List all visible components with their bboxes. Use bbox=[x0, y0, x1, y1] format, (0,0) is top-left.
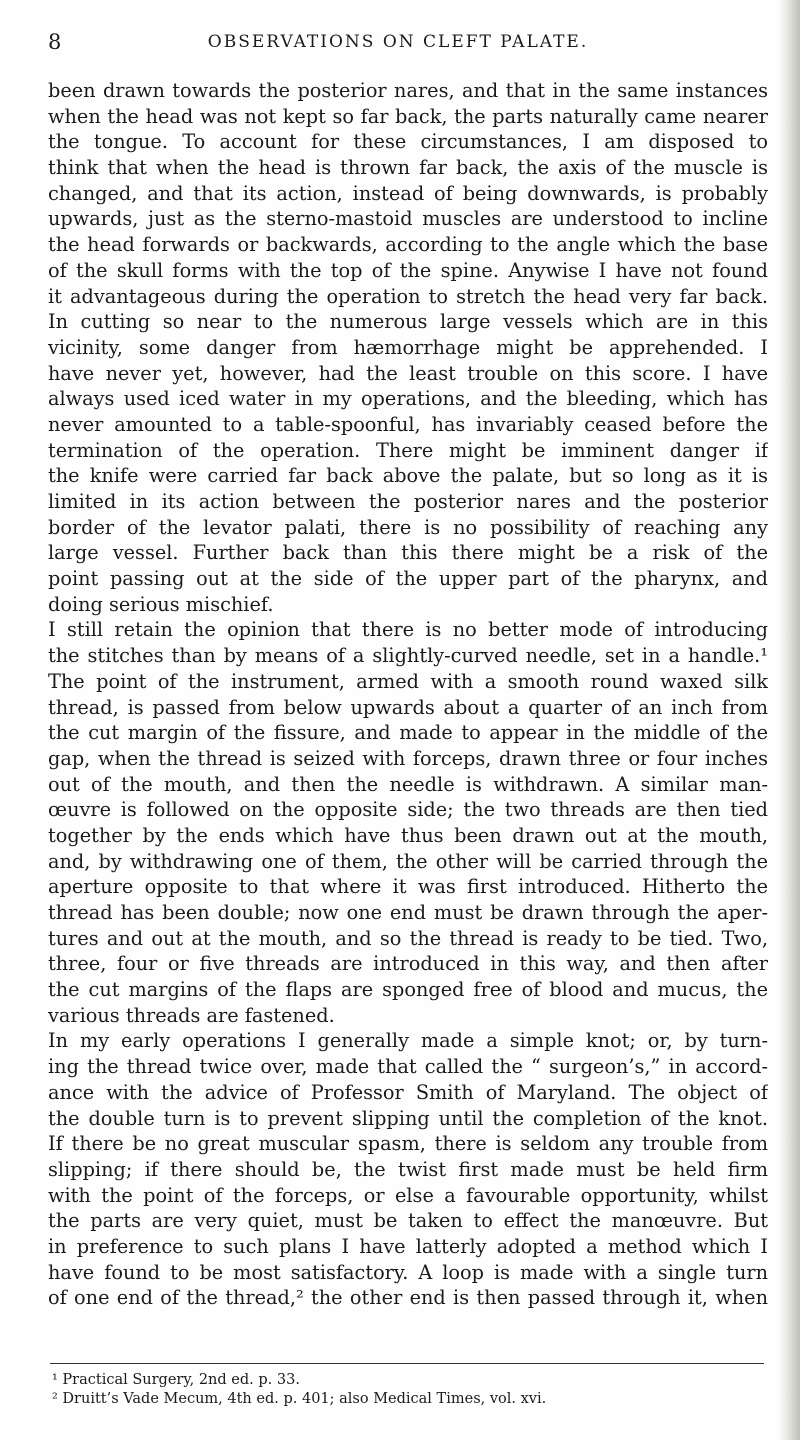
text-line: the stitches than by means of a slightly-curved needle, set in a handle.¹ bbox=[48, 644, 768, 668]
text-line: out of the mouth, and then the needle is withdrawn. A similar man- bbox=[48, 772, 768, 796]
text-line: and, by withdrawing one of them, the other will be carried through the bbox=[48, 849, 768, 873]
text-line: the tongue. To account for these circumstances, I am disposed to bbox=[48, 130, 768, 154]
text-line: The point of the instrument, armed with a smooth round waxed silk bbox=[48, 669, 768, 693]
text-line: tures and out at the mouth, and so the thread is ready to be tied. Two, bbox=[48, 926, 768, 950]
text-line: together by the ends which have thus been drawn out at the mouth, bbox=[48, 823, 768, 847]
page-binding-shadow bbox=[778, 0, 800, 1440]
text-line: ance with the advice of Professor Smith of Maryland. The object of bbox=[48, 1080, 768, 1104]
text-line: the double turn is to prevent slipping until the completion of the knot. bbox=[48, 1106, 768, 1130]
text-line: have found to be most satisfactory. A loop is made with a single turn bbox=[48, 1260, 768, 1284]
text-line: always used iced water in my operations, and the bleeding, which has bbox=[48, 387, 768, 411]
text-line: three, four or five threads are introduced in this way, and then after bbox=[48, 952, 768, 976]
text-line: the cut margin of the fissure, and made to appear in the middle of the bbox=[48, 721, 768, 745]
running-head: OBSERVATIONS ON CLEFT PALATE. bbox=[207, 32, 589, 52]
text-line: changed, and that its action, instead of being downwards, is probably bbox=[48, 181, 768, 205]
body-text bbox=[48, 78, 768, 1311]
text-line: of one end of the thread,² the other end is then passed through it, when bbox=[48, 1286, 768, 1310]
text-line: I still retain the opinion that there is no better mode of introducing bbox=[48, 618, 768, 642]
footnote-1: ¹ Practical Surgery, 2nd ed. p. 33. bbox=[52, 1372, 300, 1388]
text-line: when the head was not kept so far back, the parts naturally came nearer bbox=[48, 104, 768, 128]
page-number: 8 bbox=[48, 30, 62, 54]
text-line: vicinity, some danger from hæmorrhage might be apprehended. I bbox=[48, 335, 768, 359]
text-line: the knife were carried far back above the palate, but so long as it is bbox=[48, 464, 768, 488]
footnote-rule bbox=[50, 1363, 764, 1364]
text-line: various threads are fastened. bbox=[48, 1003, 335, 1027]
text-line: think that when the head is thrown far back, the axis of the muscle is bbox=[48, 156, 768, 180]
text-line: with the point of the forceps, or else a favourable opportunity, whilst bbox=[48, 1183, 768, 1207]
text-line: doing serious mischief. bbox=[48, 592, 274, 616]
text-line: point passing out at the side of the upper part of the pharynx, and bbox=[48, 567, 768, 591]
text-line: If there be no great muscular spasm, there is seldom any trouble from bbox=[48, 1132, 768, 1156]
text-line: upwards, just as the sterno-mastoid muscles are understood to incline bbox=[48, 207, 768, 231]
text-line: the head forwards or backwards, according to the angle which the base bbox=[48, 233, 768, 257]
text-line: gap, when the thread is seized with forceps, drawn three or four inches bbox=[48, 746, 768, 770]
text-line: in preference to such plans I have latterly adopted a method which I bbox=[48, 1234, 768, 1258]
text-line: the cut margins of the flaps are sponged free of blood and mucus, the bbox=[48, 978, 768, 1002]
text-line: œuvre is followed on the opposite side; the two threads are then tied bbox=[48, 798, 768, 822]
text-line: In cutting so near to the numerous large vessels which are in this bbox=[48, 310, 768, 334]
text-line: never amounted to a table-spoonful, has invariably ceased before the bbox=[48, 412, 768, 436]
text-line: have never yet, however, had the least trouble on this score. I have bbox=[48, 361, 768, 385]
text-line: slipping; if there should be, the twist first made must be held firm bbox=[48, 1157, 768, 1181]
text-line: In my early operations I generally made a simple knot; or, by turn- bbox=[48, 1029, 768, 1053]
text-line: ing the thread twice over, made that called the “ surgeon’s,” in accord- bbox=[48, 1055, 768, 1079]
text-line: of the skull forms with the top of the spine. Anywise I have not found bbox=[48, 258, 768, 282]
footnotes bbox=[52, 1371, 752, 1409]
text-line: it advantageous during the operation to stretch the head very far back. bbox=[48, 284, 768, 308]
text-line: thread has been double; now one end must be drawn through the aper- bbox=[48, 901, 768, 924]
footnote-2: ² Druitt’s Vade Mecum, 4th ed. p. 401; also Medical Times, vol. xvi. bbox=[52, 1391, 547, 1407]
text-line: large vessel. Further back than this there might be a risk of the bbox=[48, 541, 768, 565]
text-line: been drawn towards the posterior nares, and that in the same instances bbox=[48, 79, 768, 102]
text-line: border of the levator palati, there is no possibility of reaching any bbox=[48, 515, 768, 539]
page-header bbox=[48, 30, 748, 62]
text-line: aperture opposite to that where it was first introduced. Hitherto the bbox=[48, 875, 768, 899]
text-line: the parts are very quiet, must be taken to effect the manœuvre. But bbox=[48, 1209, 768, 1233]
text-line: termination of the operation. There might be imminent danger if bbox=[48, 438, 768, 462]
text-line: limited in its action between the posterior nares and the posterior bbox=[48, 490, 768, 513]
text-line: thread, is passed from below upwards about a quarter of an inch from bbox=[48, 695, 768, 719]
